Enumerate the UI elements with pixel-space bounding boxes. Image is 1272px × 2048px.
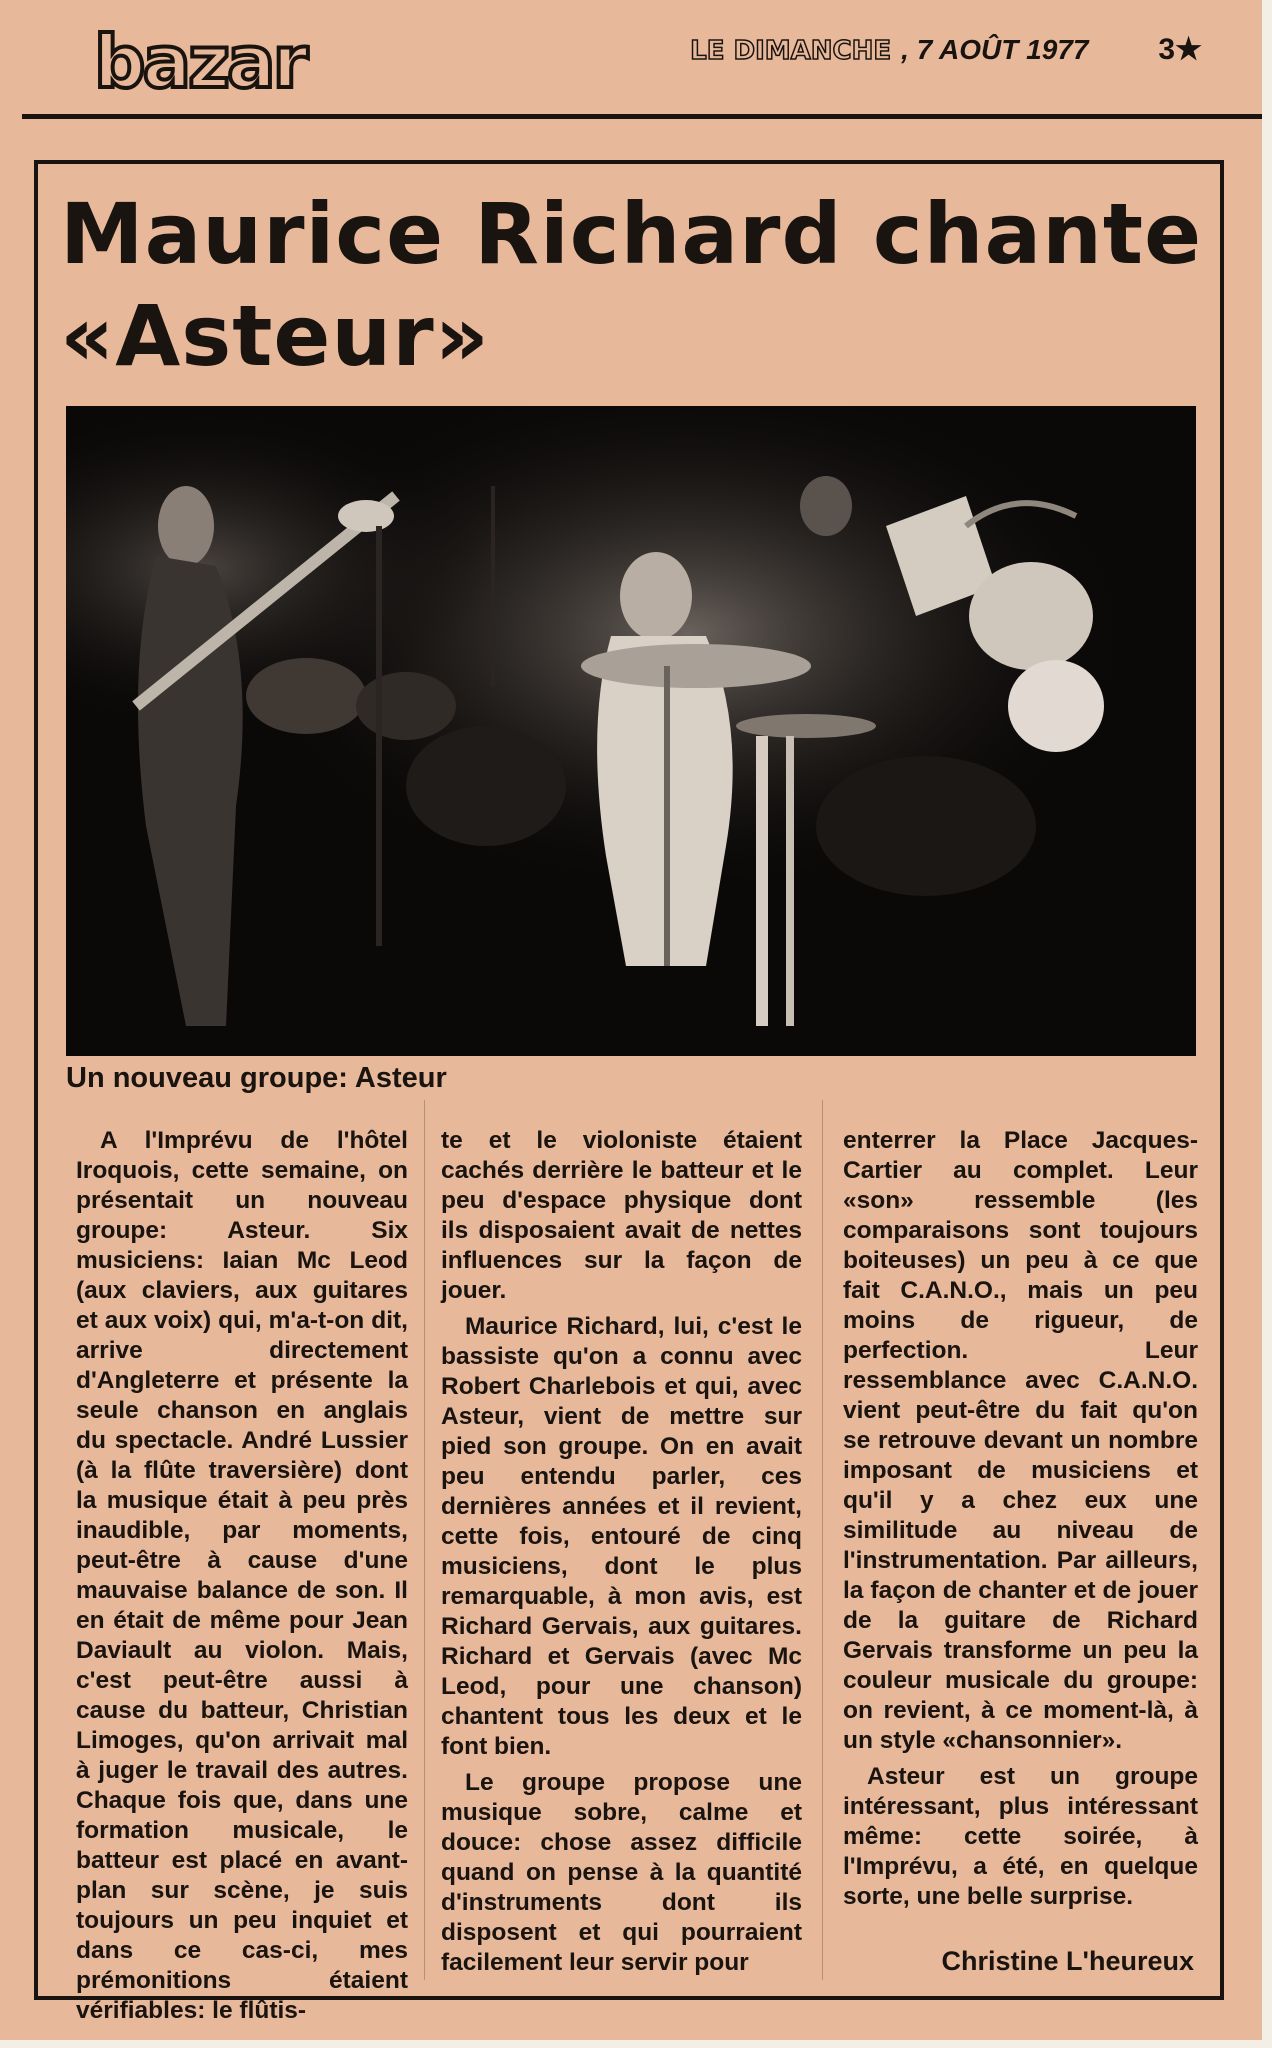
header-rule [22,114,1262,119]
section-logo: bazar [94,20,306,104]
paragraph: Asteur est un groupe intéressant, plus intéressant même: cette soirée, à l'Imprévu, a été, en quelque sorte, une belle surprise. [843,1763,1198,1910]
band-photo [66,406,1196,1056]
column-separator [424,1100,425,1980]
masthead [22,20,1242,116]
paragraph: A l'Imprévu de l'hôtel Iroquois, cette semaine, on présentait un nouveau groupe: Asteur. Six musiciens: Iaian Mc Leod (aux claviers, aux guitares et aux voix) qui, m'a-t-on dit, arrive directement d'Angleterre et présente la seule chanson en anglais du spectacle. André Lussier (à la flûte traversière) dont la musique était à peu près inaudible, par moments, peut-être à cause d'une mauvaise balance de son. Il en était de même pour Jean Daviault au violon. Mais, c'est peut-être aussi à cause du batteur, Christian Limoges, qu'on arrivait mal à juger le travail des autres. Chaque fois que, dans une formation musicale, le batteur est placé en avant-plan sur scène, je suis toujours un peu inquiet et dans ce cas-ci, mes prémonitions étaient vérifiables: le flûtis- [76,1127,408,2024]
header-info [690,32,1202,67]
column-separator [822,1100,823,1980]
headline: Maurice Richard chante «Asteur» [60,185,1203,385]
paragraph: Le groupe propose une musique sobre, calme et douce: chose assez difficile quand on pense à la quantité d'instruments dont ils disposent et qui pourraient facilement leur servir pour [441,1769,802,1976]
issue-date: , 7 AOÛT 1977 [901,34,1089,65]
byline: Christine L'heureux [941,1946,1194,1976]
paragraph: te et le violoniste étaient cachés derrière le batteur et le peu d'espace physique dont ils disposaient avait de nettes influences sur la façon de jouer. [441,1127,802,1304]
page-number: 3★ [1158,33,1202,66]
paragraph: enterrer la Place Jacques-Cartier au complet. Leur «son» ressemble (les comparaisons sont toujours boiteuses) un peu à ce que fait C.A.N.O., mais un peu moins de rigueur, de perfection. Leur ressemblance avec C.A.N.O. vient peut-être du fait qu'on se retrouve devant un nombre imposant de musiciens et qu'il y a chez eux une similitude au niveau de l'instrumentation. Par ailleurs, la façon de chanter et de jouer de la guitare de Richard Gervais transforme un peu la couleur musicale du groupe: on revient, à ce moment-là, à un style «chansonnier». [843,1127,1198,1754]
photo-caption: Un nouveau groupe: Asteur [66,1062,447,1094]
band-photo-illustration [66,406,1196,1056]
paragraph: Maurice Richard, lui, c'est le bassiste qu'on a connu avec Robert Charlebois et qui, avec Asteur, vient de mettre sur pied son groupe. On en avait peu entendu parler, ces dernières années et il revient, cette fois, entouré de cinq musiciens, dont le plus remarquable, à mon avis, est Richard Gervais, aux guitares. Richard et Gervais (avec Mc Leod, pour une chanson) chantent tous les deux et le font bien. [441,1313,802,1760]
paper-name: LE DIMANCHE [690,36,892,66]
article-column-1 [76,1126,408,2026]
article-column-3 [843,1126,1198,1912]
article-column-2 [441,1126,802,1978]
